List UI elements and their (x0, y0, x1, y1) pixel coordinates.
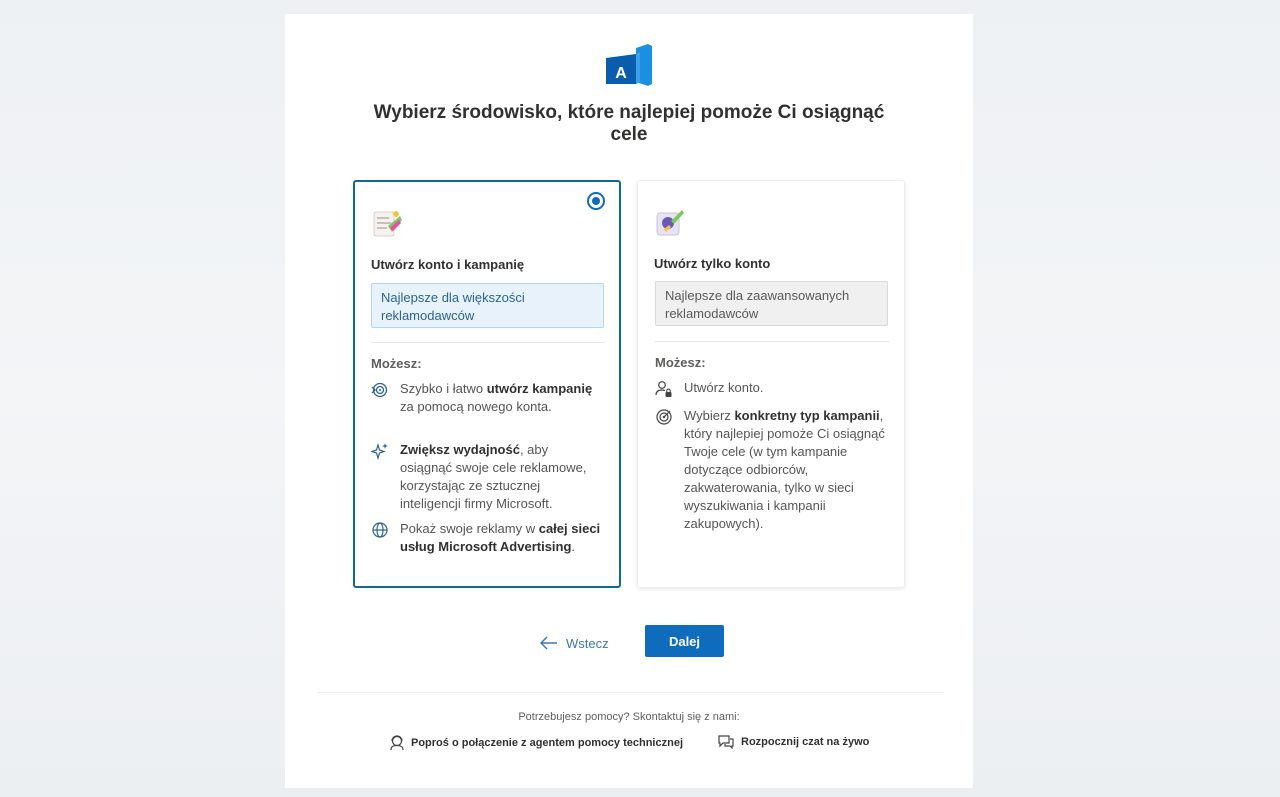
recommendation-badge: Najlepsze dla większości reklamodawców (371, 283, 604, 328)
page-title: Wybierz środowisko, które najlepiej pomoże Ci osiągnąć cele (373, 102, 885, 145)
card-title: Utwórz konto i kampanię (371, 257, 525, 272)
card-title: Utwórz tylko konto (654, 256, 771, 271)
campaign-document-icon (370, 206, 404, 240)
live-chat-label: Rozpocznij czat na żywo (741, 736, 870, 748)
request-call-link[interactable] (389, 734, 683, 752)
feature-item: Utwórz konto. (655, 379, 885, 397)
divider (371, 342, 605, 343)
back-button[interactable] (540, 632, 609, 654)
recommendation-badge: Najlepsze dla zaawansowanych reklamodawców (655, 281, 888, 326)
feature-item: Szybko i łatwo utwórz kampanię za pomocą nowego konta. (371, 380, 601, 416)
campaign-target-icon (371, 381, 389, 399)
divider (317, 692, 944, 693)
option-card-account-and-campaign[interactable] (353, 180, 621, 588)
target-icon (655, 408, 673, 426)
live-chat-link[interactable] (717, 734, 869, 750)
arrow-left-icon (540, 636, 558, 650)
account-tools-icon (653, 205, 687, 239)
globe-icon (371, 521, 389, 539)
headset-agent-icon (389, 734, 405, 752)
help-prompt: Potrzebujesz pomocy? Skontaktuj się z nami: (518, 711, 740, 723)
back-label: Wstecz (566, 635, 609, 651)
can-label: Możesz: (655, 355, 706, 370)
divider (655, 341, 889, 342)
request-call-label: Poproś o połączenie z agentem pomocy technicznej (411, 737, 684, 749)
can-label: Możesz: (371, 356, 422, 371)
option-card-account-only[interactable] (637, 180, 905, 588)
feature-item: Zwiększ wydajność, aby osiągnąć swoje cele reklamowe, korzystając ze sztucznej inteligencji firmy Microsoft. (371, 441, 601, 513)
microsoft-advertising-logo (606, 44, 654, 88)
chat-icon (717, 734, 735, 750)
main-panel (285, 14, 973, 788)
feature-item: Wybierz konkretny typ kampanii, który najlepiej pomoże Ci osiągnąć Twoje cele (w tym kampanie dotyczące odbiorców, zakwaterowania, tylko w sieci wyszukiwania i kampanii zakupowych). (655, 407, 885, 533)
feature-item: Pokaż swoje reklamy w całej sieci usług Microsoft Advertising. (371, 520, 601, 556)
logo-letter: A (615, 65, 627, 82)
sparkle-icon (371, 442, 389, 460)
radio-selected[interactable] (587, 192, 605, 210)
person-lock-icon (655, 380, 673, 398)
next-button[interactable]: Dalej (645, 625, 724, 657)
